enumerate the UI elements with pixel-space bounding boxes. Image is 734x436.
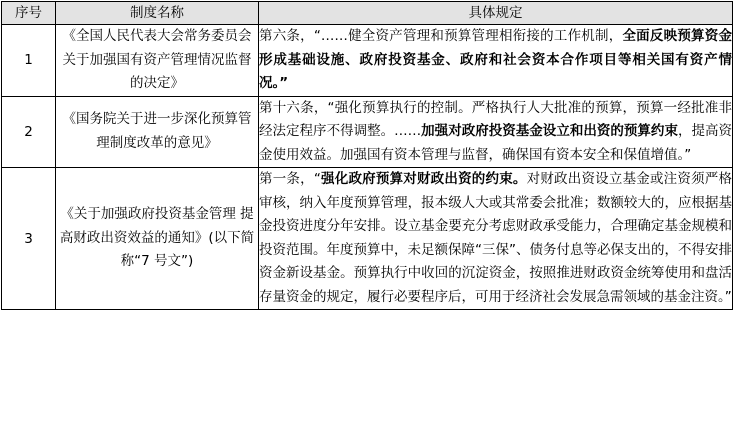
row-index: 1 bbox=[2, 25, 56, 97]
rule-text-bold: 强化政府预算对财政出资的约束。 bbox=[320, 171, 527, 187]
header-rule: 具体规定 bbox=[259, 2, 733, 25]
rule-text: 对财政出资设立基金或注资须严格审核，纳入年度预算管理，报本级人大或其常委会批准；数额较大的，应根据基金投资进度分年安排。设立基金要充分考虑财政承受能力，合理确定基金规模和投资范围。年度预算中，未足额保障“三保”、债务付息等必保支出的，不得安排资金新设基金。预算执行中收回的沉淀资金，按照推进财政资金统筹使用和盘活存量资金的规定，履行必要程序后，可用于经济社会发展急需领域的基金注资。” bbox=[259, 171, 733, 305]
table-body bbox=[2, 25, 733, 310]
rule-text-bold: 全面反映预算资金形成基础设施、政府投资基金、政府和社会资本合作项目等相关国有资产情况。” bbox=[259, 28, 732, 91]
row-index: 2 bbox=[2, 96, 56, 168]
regulation-rule bbox=[259, 168, 733, 310]
regulations-table bbox=[1, 1, 733, 310]
row-index: 3 bbox=[2, 168, 56, 310]
table-row bbox=[2, 25, 733, 97]
header-index: 序号 bbox=[2, 2, 56, 25]
rule-text: 第六条，“……健全资产管理和预算管理相衔接的工作机制， bbox=[259, 28, 623, 44]
table-row bbox=[2, 96, 733, 168]
header-row bbox=[2, 2, 733, 25]
regulation-name: 《全国人民代表大会常务委员会关于加强国有资产管理情况监督的决定》 bbox=[56, 25, 259, 97]
regulation-name: 《关于加强政府投资基金管理 提高财政出资效益的通知》(以下简称“7 号文”) bbox=[56, 168, 259, 310]
regulation-rule bbox=[259, 96, 733, 168]
regulation-name: 《国务院关于进一步深化预算管理制度改革的意见》 bbox=[56, 96, 259, 168]
table-row bbox=[2, 168, 733, 310]
regulation-rule bbox=[259, 25, 733, 97]
rule-text-bold: 加强对政府投资基金设立和出资的预算约束 bbox=[421, 123, 678, 139]
rule-text: 第十六条，“强化预算执行的控制。严格执行人大批准的预算，预算一经批准非经法定程序不得调整。…… bbox=[259, 99, 732, 139]
rule-text: 第一条，“ bbox=[259, 171, 321, 187]
table-header bbox=[2, 2, 733, 25]
header-name: 制度名称 bbox=[56, 2, 259, 25]
rule-text: ，提高资金使用效益。加强国有资本管理与监督，确保国有资本安全和保值增值。” bbox=[259, 123, 733, 163]
